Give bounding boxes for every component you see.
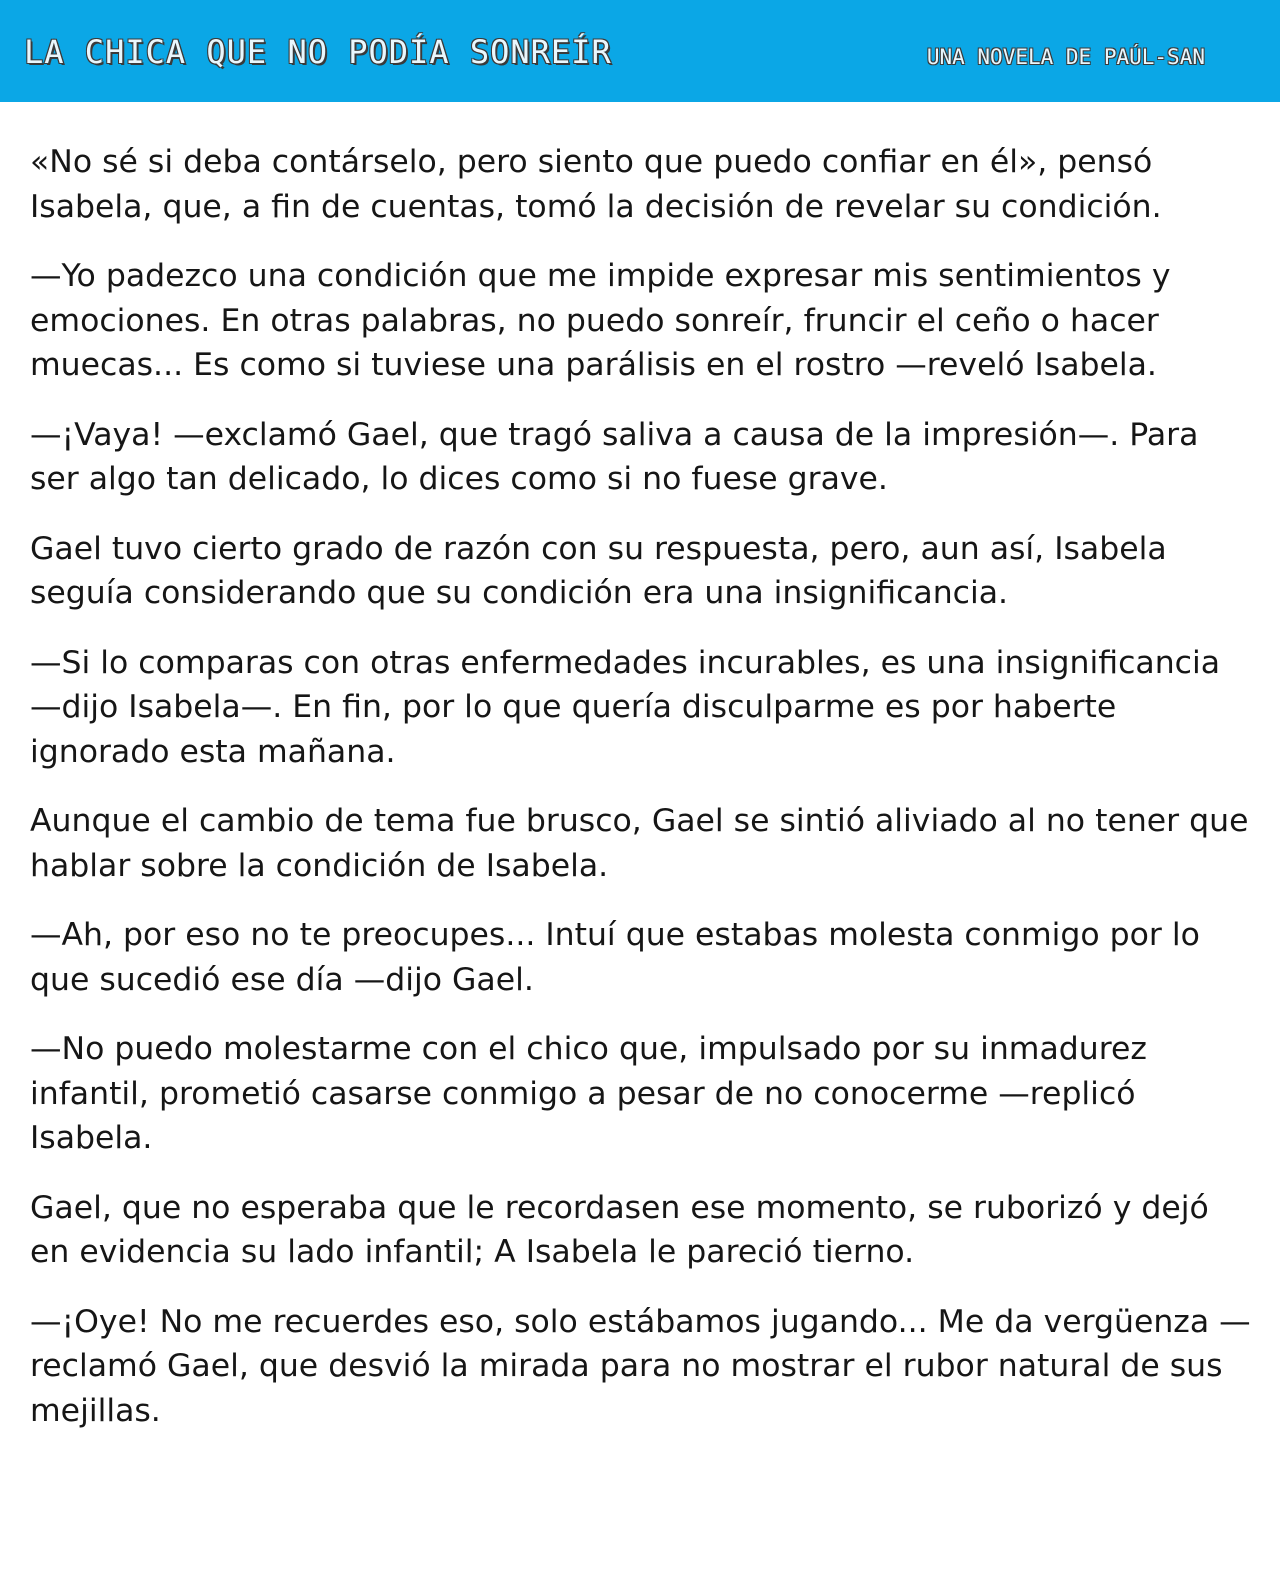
paragraph: —No puedo molestarme con el chico que, impulsado por su inmadurez infantil, prometió casarse conmigo a pesar de no conocerme —replicó Isabela.: [30, 1031, 1147, 1156]
paragraph: Gael tuvo cierto grado de razón con su respuesta, pero, aun así, Isabela seguía considerando que su condición era una insignificancia.: [30, 530, 1167, 611]
paragraph: Aunque el cambio de tema fue brusco, Gael se sintió aliviado al no tener que hablar sobre la condición de Isabela.: [30, 803, 1249, 884]
paragraph: —Si lo comparas con otras enfermedades incurables, es una insignificancia —dijo Isabela—. En fin, por lo que quería disculparme es por haberte ignorado esta mañana.: [30, 644, 1221, 770]
paragraph: —¡Oye! No me recuerdes eso, solo estábamos jugando... Me da vergüenza —reclamó Gael, que desvió la mirada para no mostrar el rubor natural de sus mejillas.: [30, 1303, 1251, 1429]
paragraph: —Yo padezco una condición que me impide expresar mis sentimientos y emociones. En otras palabras, no puedo sonreír, fruncir el ceño o hacer muecas... Es como si tuviese una parálisis en el rostro —reveló Isabela.: [30, 258, 1171, 383]
book-title: LA CHICA QUE NO PODÍA SONREÍR: [24, 33, 612, 71]
paragraph: Gael, que no esperaba que le recordasen ese momento, se ruborizó y dejó en evidencia su lado infantil; A Isabela le pareció tierno.: [30, 1189, 1209, 1270]
page-header: [0, 0, 1280, 102]
story-text: [30, 140, 1252, 1458]
paragraph: «No sé si deba contárselo, pero siento que puedo confiar en él», pensó Isabela, que, a fin de cuentas, tomó la decisión de revelar su condición.: [30, 144, 1162, 225]
book-author: UNA NOVELA DE PAÚL-SAN: [926, 45, 1205, 69]
paragraph: —Ah, por eso no te preocupes... Intuí que estabas molesta conmigo por lo que sucedió ese día —dijo Gael.: [30, 917, 1200, 998]
paragraph: —¡Vaya! —exclamó Gael, que tragó saliva a causa de la impresión—. Para ser algo tan delicado, lo dices como si no fuese grave.: [30, 416, 1199, 497]
